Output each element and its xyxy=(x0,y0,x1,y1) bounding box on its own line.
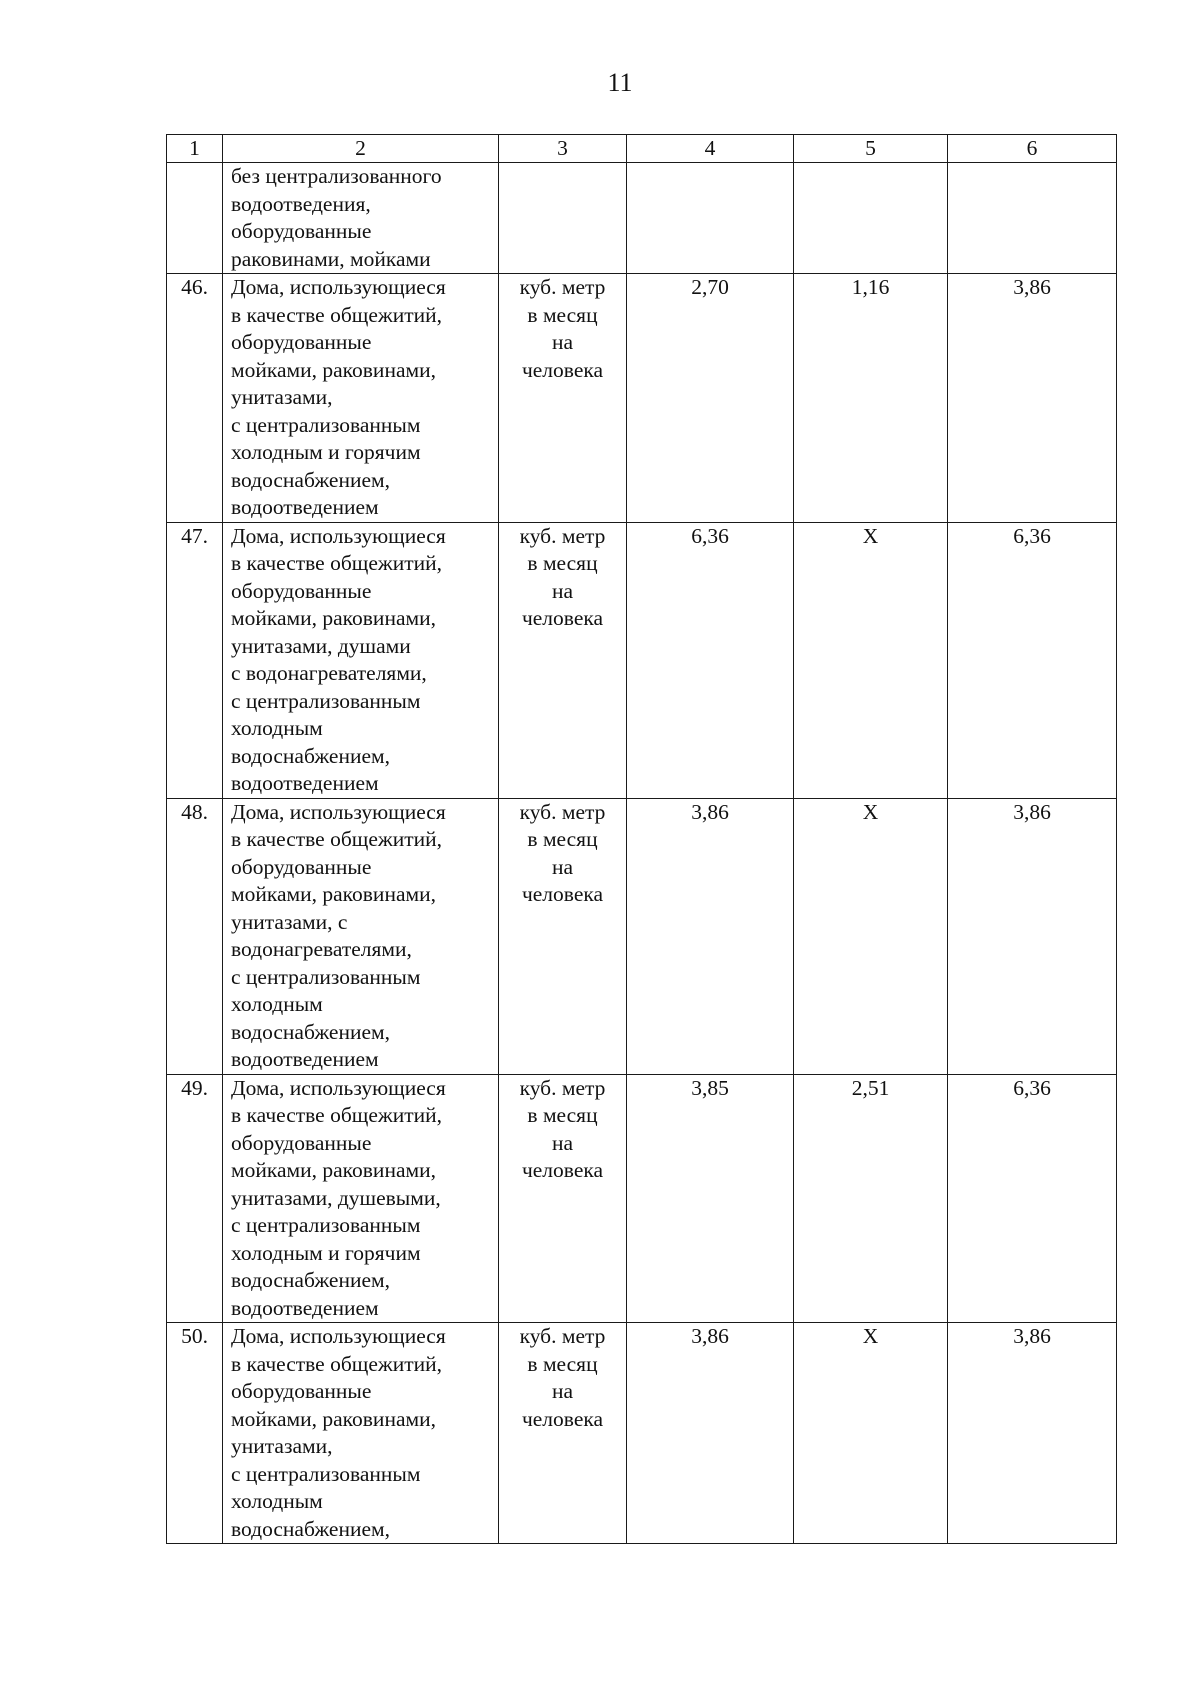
norms-table xyxy=(166,134,1117,1544)
value-c6: 6,36 xyxy=(948,522,1117,798)
table-row xyxy=(167,1323,1117,1544)
description-line: мойками, раковинами, xyxy=(231,606,436,630)
value-c6: 6,36 xyxy=(948,1074,1117,1323)
value-c4 xyxy=(627,163,794,274)
row-description xyxy=(223,1323,499,1544)
header-cell: 3 xyxy=(499,135,627,163)
unit-line: на xyxy=(551,1379,574,1403)
table-row xyxy=(167,274,1117,523)
description-line: мойками, раковинами, xyxy=(231,357,436,382)
row-unit xyxy=(499,274,627,523)
description-line: холодным и горячим xyxy=(231,1240,421,1265)
unit-line: человека xyxy=(521,357,604,382)
description-line: оборудованные xyxy=(231,1379,372,1403)
description-line: водоснабжением, xyxy=(231,1268,391,1292)
row-unit xyxy=(499,798,627,1074)
value-c6: 3,86 xyxy=(948,1323,1117,1544)
value-c6: 3,86 xyxy=(948,798,1117,1074)
header-cell: 4 xyxy=(627,135,794,163)
table-body xyxy=(167,163,1117,1544)
value-c5: Х xyxy=(794,798,948,1074)
value-c6 xyxy=(948,163,1117,274)
description-line: с централизованным xyxy=(231,1461,421,1486)
description-line: с централизованным xyxy=(231,964,421,989)
page-number: 11 xyxy=(607,68,633,97)
value-c4: 6,36 xyxy=(627,522,794,798)
header-cell: 1 xyxy=(167,135,223,163)
description-line: водоотведения, xyxy=(231,191,371,216)
unit-line: куб. метр xyxy=(519,1324,606,1348)
unit-line: в месяц xyxy=(527,1103,598,1127)
description-line: без централизованного xyxy=(231,164,442,188)
description-line: мойками, раковинами, xyxy=(231,882,436,906)
description-line: в качестве общежитий, xyxy=(231,1103,443,1127)
unit-line: человека xyxy=(521,1406,604,1431)
description-line: в качестве общежитий, xyxy=(231,1351,443,1376)
description-line: водоснабжением, xyxy=(231,1019,391,1044)
row-description xyxy=(223,163,499,274)
description-line: унитазами, с xyxy=(231,909,348,934)
row-number: 46. xyxy=(167,274,223,523)
description-line: холодным xyxy=(231,716,323,740)
value-c4: 3,85 xyxy=(627,1074,794,1323)
row-description xyxy=(223,1074,499,1323)
value-c4: 3,86 xyxy=(627,798,794,1074)
unit-line: человека xyxy=(521,606,604,630)
description-line: унитазами, душевыми, xyxy=(231,1185,441,1210)
row-description xyxy=(223,522,499,798)
unit-line: на xyxy=(551,330,574,354)
table-row xyxy=(167,1074,1117,1323)
unit-line: на xyxy=(551,854,574,879)
table-row xyxy=(167,798,1117,1074)
unit-line: в месяц xyxy=(527,1351,598,1376)
unit-line: в месяц xyxy=(527,302,598,327)
description-line: холодным xyxy=(231,992,323,1016)
row-number: 48. xyxy=(167,798,223,1074)
unit-line: в месяц xyxy=(527,551,598,575)
description-line: холодным xyxy=(231,1489,323,1513)
unit-line: в месяц xyxy=(527,827,598,851)
description-line: в качестве общежитий, xyxy=(231,827,443,851)
value-c5: 1,16 xyxy=(794,274,948,523)
unit-line: на xyxy=(551,1130,574,1155)
value-c4: 2,70 xyxy=(627,274,794,523)
description-line: оборудованные xyxy=(231,219,372,243)
description-line: мойками, раковинами, xyxy=(231,1158,436,1182)
row-unit xyxy=(499,522,627,798)
description-line: водоотведением xyxy=(231,771,379,795)
description-line: Дома, использующиеся xyxy=(231,523,446,548)
row-description xyxy=(223,274,499,523)
table-header-row xyxy=(167,135,1117,163)
description-line: водоснабжением, xyxy=(231,743,391,768)
description-line: унитазами, душами xyxy=(231,633,411,658)
description-line: мойками, раковинами, xyxy=(231,1406,436,1431)
description-line: унитазами, xyxy=(231,385,333,409)
unit-line: куб. метр xyxy=(519,1075,606,1100)
unit-line: куб. метр xyxy=(519,523,606,548)
header-cell: 5 xyxy=(794,135,948,163)
header-cell: 6 xyxy=(948,135,1117,163)
table-row xyxy=(167,163,1117,274)
description-line: Дома, использующиеся xyxy=(231,1075,446,1100)
description-line: с водонагревателями, xyxy=(231,661,427,685)
value-c5 xyxy=(794,163,948,274)
header-cell: 2 xyxy=(223,135,499,163)
value-c4: 3,86 xyxy=(627,1323,794,1544)
value-c5: Х xyxy=(794,1323,948,1544)
description-line: унитазами, xyxy=(231,1434,333,1458)
value-c6: 3,86 xyxy=(948,274,1117,523)
description-line: водонагревателями, xyxy=(231,937,412,961)
description-line: Дома, использующиеся xyxy=(231,1324,446,1348)
description-line: водоснабжением, xyxy=(231,467,391,492)
row-unit xyxy=(499,1323,627,1544)
unit-line: человека xyxy=(521,1158,604,1182)
description-line: раковинами, мойками xyxy=(231,246,431,271)
row-number: 50. xyxy=(167,1323,223,1544)
unit-line: куб. метр xyxy=(519,275,606,299)
unit-line: куб. метр xyxy=(519,799,606,824)
description-line: Дома, использующиеся xyxy=(231,799,446,824)
row-number xyxy=(167,163,223,274)
description-line: холодным и горячим xyxy=(231,440,421,464)
description-line: оборудованные xyxy=(231,1130,372,1155)
value-c5: 2,51 xyxy=(794,1074,948,1323)
row-description xyxy=(223,798,499,1074)
description-line: водоотведением xyxy=(231,1295,379,1320)
row-number: 47. xyxy=(167,522,223,798)
description-line: с централизованным xyxy=(231,1213,421,1237)
unit-line: на xyxy=(551,578,574,603)
description-line: Дома, использующиеся xyxy=(231,275,446,299)
table-row xyxy=(167,522,1117,798)
description-line: в качестве общежитий, xyxy=(231,551,443,575)
row-number: 49. xyxy=(167,1074,223,1323)
row-unit xyxy=(499,163,627,274)
row-unit xyxy=(499,1074,627,1323)
description-line: водоотведением xyxy=(231,1047,379,1071)
description-line: в качестве общежитий, xyxy=(231,302,443,327)
description-line: водоотведением xyxy=(231,495,379,519)
description-line: оборудованные xyxy=(231,854,372,879)
description-line: с централизованным xyxy=(231,688,421,713)
description-line: оборудованные xyxy=(231,330,372,354)
value-c5: Х xyxy=(794,522,948,798)
description-line: оборудованные xyxy=(231,578,372,603)
description-line: водоснабжением, xyxy=(231,1516,391,1541)
description-line: с централизованным xyxy=(231,412,421,437)
unit-line: человека xyxy=(521,882,604,906)
